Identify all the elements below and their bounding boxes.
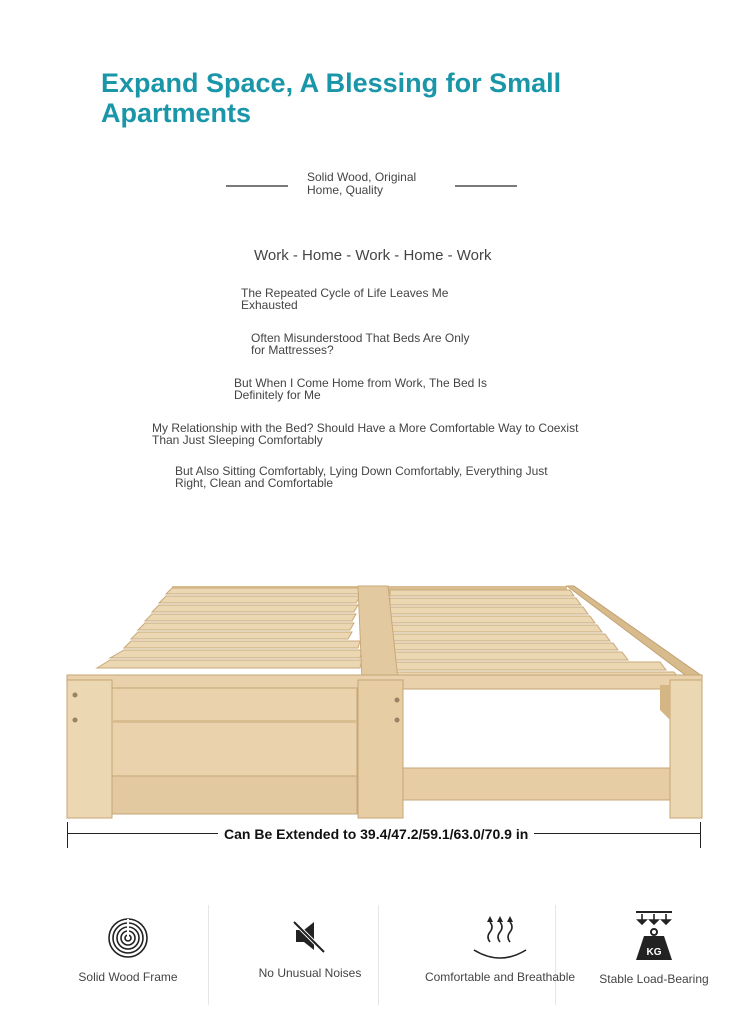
paragraph-2: Often Misunderstood That Beds Are Only for Mattresses? [251,331,470,357]
subtitle: Solid Wood, Original Home, Quality [307,170,417,197]
dimension-tick-left [67,822,68,848]
headline: Expand Space, A Blessing for Small Apartments [101,68,562,128]
paragraph-4: My Relationship with the Bed? Should Have a More Comfortable Way to Coexist Than Just Sleeping Comfortably [152,421,579,447]
paragraph-1: The Repeated Cycle of Life Leaves Me Exhausted [241,286,449,312]
feature-label: Solid Wood Frame [78,970,178,984]
feature-label: No Unusual Noises [258,966,362,980]
airflow-icon [470,912,530,960]
feature-breathable [415,912,585,984]
weight-badge-text: KG [646,947,662,958]
feature-no-noise [225,916,395,980]
divider-right [455,185,517,187]
cycle-text: Work - Home - Work - Home - Work [254,247,492,264]
weight-kg-icon [632,910,676,962]
dimension-label: Can Be Extended to 39.4/47.2/59.1/63.0/70.9 in [218,826,534,842]
dimension-tick-right [700,822,701,848]
muted-speaker-icon [290,916,330,956]
divider-left [226,185,288,187]
paragraph-3: But When I Come Home from Work, The Bed Is Definitely for Me [234,376,487,402]
extendable-bed-image [62,580,707,825]
feature-label: Comfortable and Breathable [424,970,576,984]
feature-solid-wood [43,916,213,984]
feature-load-bearing [569,910,739,986]
feature-label: Stable Load-Bearing [599,972,709,986]
paragraph-5: But Also Sitting Comfortably, Lying Down Comfortably, Everything Just Right, Clean and Comfortable [175,464,548,490]
wood-rings-icon [106,916,150,960]
